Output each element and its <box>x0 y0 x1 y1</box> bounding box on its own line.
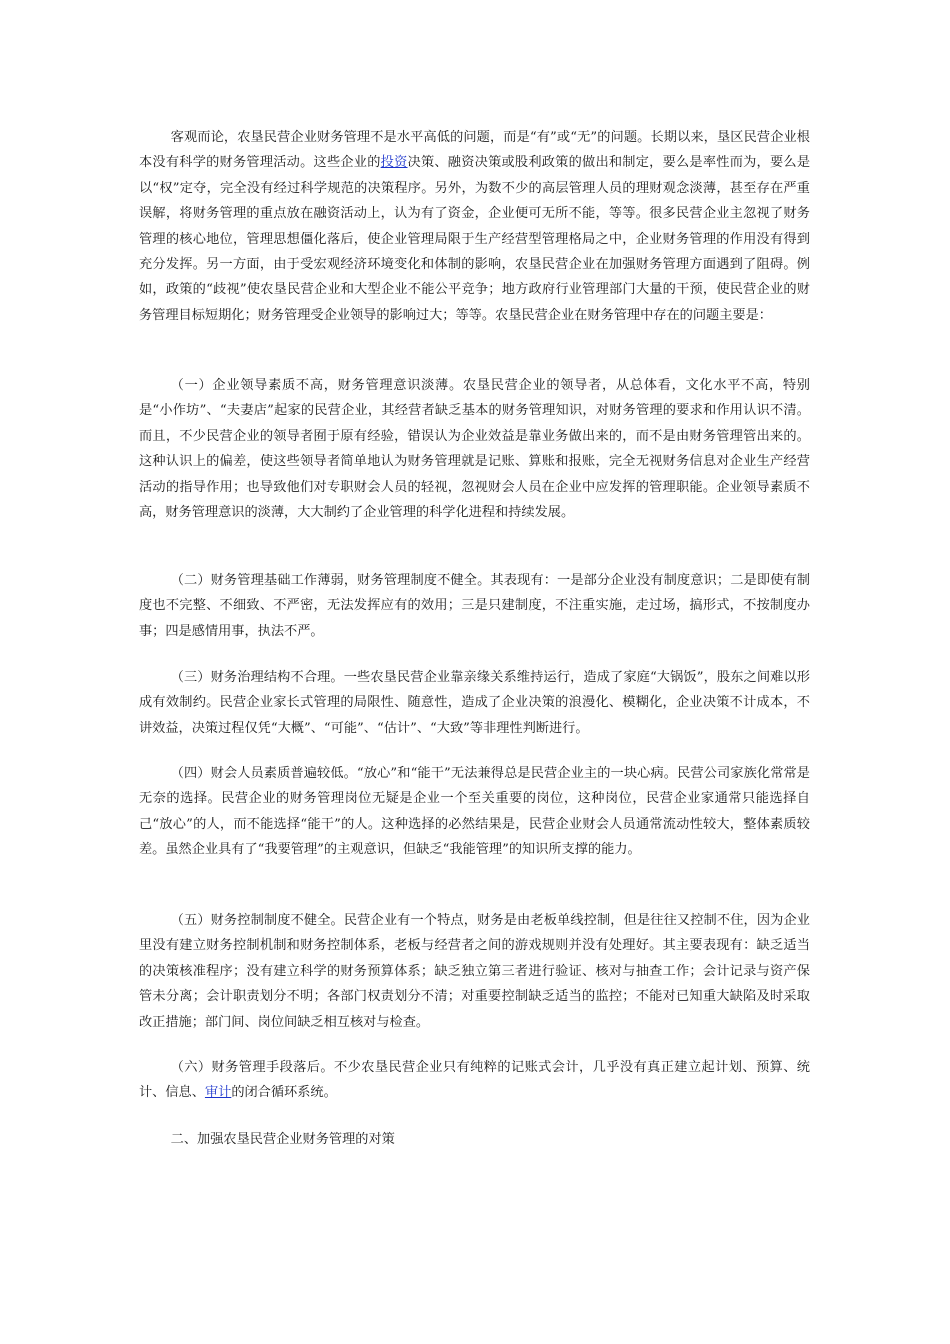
audit-link[interactable]: 审计 <box>204 1085 232 1101</box>
section-heading: 二、加强农垦民营企业财务管理的对策 <box>170 1132 395 1147</box>
paragraph-problem-6-text-before: （六）财务管理手段落后。不少农垦民营企业只有纯粹的记账式会计，几乎没有真正建立起计划、预算、统计、信息、 <box>139 1060 810 1101</box>
paragraph-problem-2: （二）财务管理基础工作薄弱，财务管理制度不健全。其表现有：一是部分企业没有制度意识；二是即使有制度也不完整、不细致、不严密，无法发挥应有的效用；三是只建制度，不注重实施，走过场，搞形式，不按制度办事；四是感情用事，执法不严。 <box>139 573 810 639</box>
paragraph-intro-text-after: 决策、融资决策或股利政策的做出和制定，要么是率性而为，要么是以“权”定夺，完全没有经过科学规范的决策程序。另外，为数不少的高层管理人员的理财观念淡薄，甚至存在严重误解，将财务管理的重点放在融资活动上，认为有了资金，企业便可无所不能，等等。很多民营企业主忽视了财务管理的核心地位，管理思想僵化落后，使企业管理局限于生产经营型管理格局之中，企业财务管理的作用没有得到充分发挥。另一方面，由于受宏观经济环境变化和体制的影响，农垦民营企业在加强财务管理方面遇到了阻碍。例如，政策的“歧视”使农垦民营企业和大型企业不能公平竞争；地方政府行业管理部门大量的干预，使民营企业的财务管理目标短期化；财务管理受企业领导的影响过大；等等。农垦民营企业在财务管理中存在的问题主要是： <box>139 155 811 323</box>
paragraph-problem-6-text-after: 的闭合循环系统。 <box>231 1085 337 1101</box>
paragraph-problem-5: （五）财务控制制度不健全。民营企业有一个特点，财务是由老板单线控制，但是往往又控制不住，因为企业里没有建立财务控制机制和财务控制体系，老板与经营者之间的游戏规则并没有处理好。其主要表现有：缺乏适当的决策核准程序；没有建立科学的财务预算体系；缺乏独立第三者进行验证、核对与抽查工作；会计记录与资产保管未分离；会计职责划分不明；各部门权责划分不清；对重要控制缺乏适当的监控；不能对已知重大缺陷及时采取改正措施；部门间、岗位间缺乏相互核对与检查。 <box>139 913 810 1030</box>
paragraph-intro <box>139 125 810 328</box>
paragraph-problem-6 <box>139 1055 810 1106</box>
paragraph-problem-3: （三）财务治理结构不合理。一些农垦民营企业靠亲缘关系维持运行，造成了家庭“大锅饭”，股东之间难以形成有效制约。民营企业家长式管理的局限性、随意性，造成了企业决策的浪漫化、模糊化，企业决策不计成本，不讲效益，决策过程仅凭“大概”、“可能”、“估计”、“大致”等非理性判断进行。 <box>139 670 810 736</box>
investment-link[interactable]: 投资 <box>380 155 408 171</box>
paragraph-problem-4: （四）财会人员素质普遍较低。“放心”和“能干”无法兼得总是民营企业主的一块心病。民营公司家族化常常是无奈的选择。民营企业的财务管理岗位无疑是企业一个至关重要的岗位，这种岗位，民营企业家通常只能选择自己“放心”的人，而不能选择“能干”的人。这种选择的必然结果是，民营企业财会人员通常流动性较大，整体素质较差。虽然企业具有了“我要管理”的主观意识，但缺乏“我能管理”的知识所支撑的能力。 <box>139 766 810 858</box>
paragraph-problem-1: （一）企业领导素质不高，财务管理意识淡薄。农垦民营企业的领导者，从总体看，文化水平不高，特别是“小作坊”、“夫妻店”起家的民营企业，其经营者缺乏基本的财务管理知识，对财务管理的要求和作用认识不清。而且，不少民营企业的领导者囿于原有经验，错误认为企业效益是靠业务做出来的，而不是由财务管理管出来的。这种认识上的偏差，使这些领导者简单地认为财务管理就是记账、算账和报账，完全无视财务信息对企业生产经营活动的指导作用；也导致他们对专职财会人员的轻视，忽视财会人员在企业中应发挥的管理职能。企业领导素质不高，财务管理意识的淡薄，大大制约了企业管理的科学化进程和持续发展。 <box>139 378 810 521</box>
paragraph-intro-text-before: 客观而论，农垦民营企业财务管理不是水平高低的问题，而是“有”或“无”的问题。长期以来，垦区民营企业根本没有科学的财务管理活动。这些企业的 <box>139 130 810 171</box>
